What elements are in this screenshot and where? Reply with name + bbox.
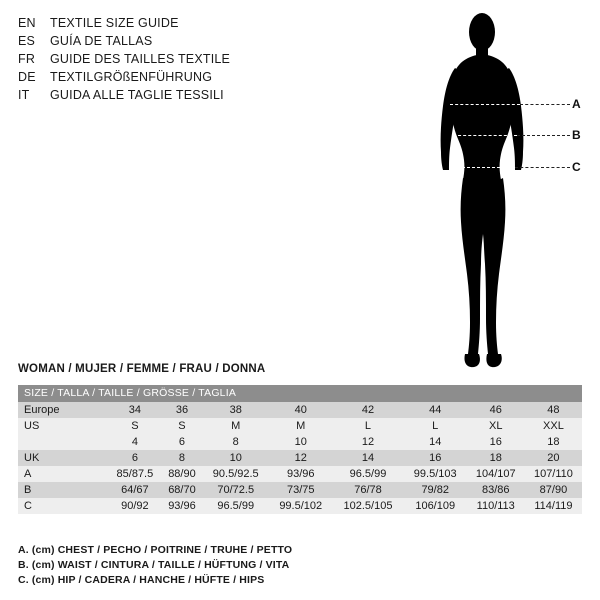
table-cell: 10 (269, 434, 332, 450)
row-label: B (18, 482, 108, 498)
language-code: ES (18, 34, 36, 48)
table-cell: 42 (332, 402, 404, 418)
row-label: UK (18, 450, 108, 466)
table-cell: 34 (108, 402, 162, 418)
language-header (18, 14, 438, 104)
table-cell: 114/119 (525, 498, 582, 514)
language-row-fr (18, 50, 438, 68)
table-cell: 99.5/102 (269, 498, 332, 514)
note-waist: B. (cm) WAIST / CINTURA / TAILLE / HÜFTUNG / VITA (18, 559, 290, 571)
table-cell: 88/90 (162, 466, 202, 482)
table-cell: 18 (467, 450, 525, 466)
row-label (18, 434, 108, 450)
table-cell: 46 (467, 402, 525, 418)
language-text: TEXTILE SIZE GUIDE (50, 16, 179, 30)
table-row (18, 466, 582, 482)
measure-label-c: C (572, 160, 581, 174)
language-text: TEXTILGRÖßENFÜHRUNG (50, 70, 213, 84)
table-group-title: WOMAN / MUJER / FEMME / FRAU / DONNA (18, 363, 266, 375)
language-code: IT (18, 88, 30, 102)
table-cell: 83/86 (467, 482, 525, 498)
table-head-title: SIZE / TALLA / TAILLE / GRÖSSE / TAGLIA (18, 385, 582, 402)
table-cell: 14 (332, 450, 404, 466)
language-row-de (18, 68, 438, 86)
language-text: GUIDE DES TAILLES TEXTILE (50, 52, 231, 66)
table-cell: 110/113 (467, 498, 525, 514)
language-code: DE (18, 70, 36, 84)
table-cell: 99.5/103 (404, 466, 467, 482)
table-cell: 38 (202, 402, 269, 418)
table-cell: 96.5/99 (332, 466, 404, 482)
note-hip: C. (cm) HIP / CADERA / HANCHE / HÜFTE / HIPS (18, 574, 265, 586)
table-cell: 8 (162, 450, 202, 466)
table-cell: 106/109 (404, 498, 467, 514)
table-cell: XXL (525, 418, 582, 434)
table-cell: 90.5/92.5 (202, 466, 269, 482)
body-figure (420, 6, 600, 376)
table-row (18, 402, 582, 418)
table-cell: S (162, 418, 202, 434)
table-cell: 73/75 (269, 482, 332, 498)
table-cell: 8 (202, 434, 269, 450)
table-cell: 93/96 (162, 498, 202, 514)
table-cell: 20 (525, 450, 582, 466)
measure-line-c-outer (515, 167, 570, 168)
table-cell: 16 (467, 434, 525, 450)
table-cell: XL (467, 418, 525, 434)
table-cell: 96.5/99 (202, 498, 269, 514)
table-cell: 76/78 (332, 482, 404, 498)
female-silhouette-icon (420, 6, 600, 376)
language-row-it (18, 86, 438, 104)
table-cell: S (108, 418, 162, 434)
measure-line-b-outer (517, 135, 570, 136)
measure-line-b-inner (453, 135, 517, 136)
size-table (18, 385, 582, 514)
table-cell: 79/82 (404, 482, 467, 498)
measure-line-a-outer (520, 104, 570, 105)
table-cell: 12 (332, 434, 404, 450)
table-cell: 48 (525, 402, 582, 418)
table-cell: 44 (404, 402, 467, 418)
table-cell: 85/87.5 (108, 466, 162, 482)
table-cell: 102.5/105 (332, 498, 404, 514)
table-cell: M (202, 418, 269, 434)
table-cell: 40 (269, 402, 332, 418)
table-cell: 70/72.5 (202, 482, 269, 498)
measure-line-a-inner (450, 104, 520, 105)
table-cell: 107/110 (525, 466, 582, 482)
language-code: EN (18, 16, 36, 30)
language-row-es (18, 32, 438, 50)
language-text: GUÍA DE TALLAS (50, 34, 153, 48)
table-cell: 10 (202, 450, 269, 466)
table-head-row (18, 385, 582, 402)
table-cell: 12 (269, 450, 332, 466)
measure-label-a: A (572, 97, 581, 111)
table-cell: 90/92 (108, 498, 162, 514)
measure-line-c-inner (457, 167, 515, 168)
table-cell: L (404, 418, 467, 434)
table-cell: 68/70 (162, 482, 202, 498)
note-chest: A. (cm) CHEST / PECHO / POITRINE / TRUHE / PETTO (18, 544, 293, 556)
row-label: Europe (18, 402, 108, 418)
measure-label-b: B (572, 128, 581, 142)
table-row (18, 482, 582, 498)
row-label: US (18, 418, 108, 434)
table-cell: 93/96 (269, 466, 332, 482)
row-label: A (18, 466, 108, 482)
table-cell: 87/90 (525, 482, 582, 498)
table-cell: 64/67 (108, 482, 162, 498)
table-row (18, 498, 582, 514)
language-text: GUIDA ALLE TAGLIE TESSILI (50, 88, 224, 102)
row-label: C (18, 498, 108, 514)
table-cell: 6 (162, 434, 202, 450)
table-cell: 16 (404, 450, 467, 466)
table-cell: L (332, 418, 404, 434)
table-cell: 6 (108, 450, 162, 466)
table-row (18, 450, 582, 466)
table-row (18, 434, 582, 450)
table-cell: 18 (525, 434, 582, 450)
table-cell: 36 (162, 402, 202, 418)
table-cell: 104/107 (467, 466, 525, 482)
table-cell: M (269, 418, 332, 434)
language-row-en (18, 14, 438, 32)
language-code: FR (18, 52, 36, 66)
measurement-notes (18, 543, 292, 588)
table-cell: 4 (108, 434, 162, 450)
table-cell: 14 (404, 434, 467, 450)
table-row (18, 418, 582, 434)
